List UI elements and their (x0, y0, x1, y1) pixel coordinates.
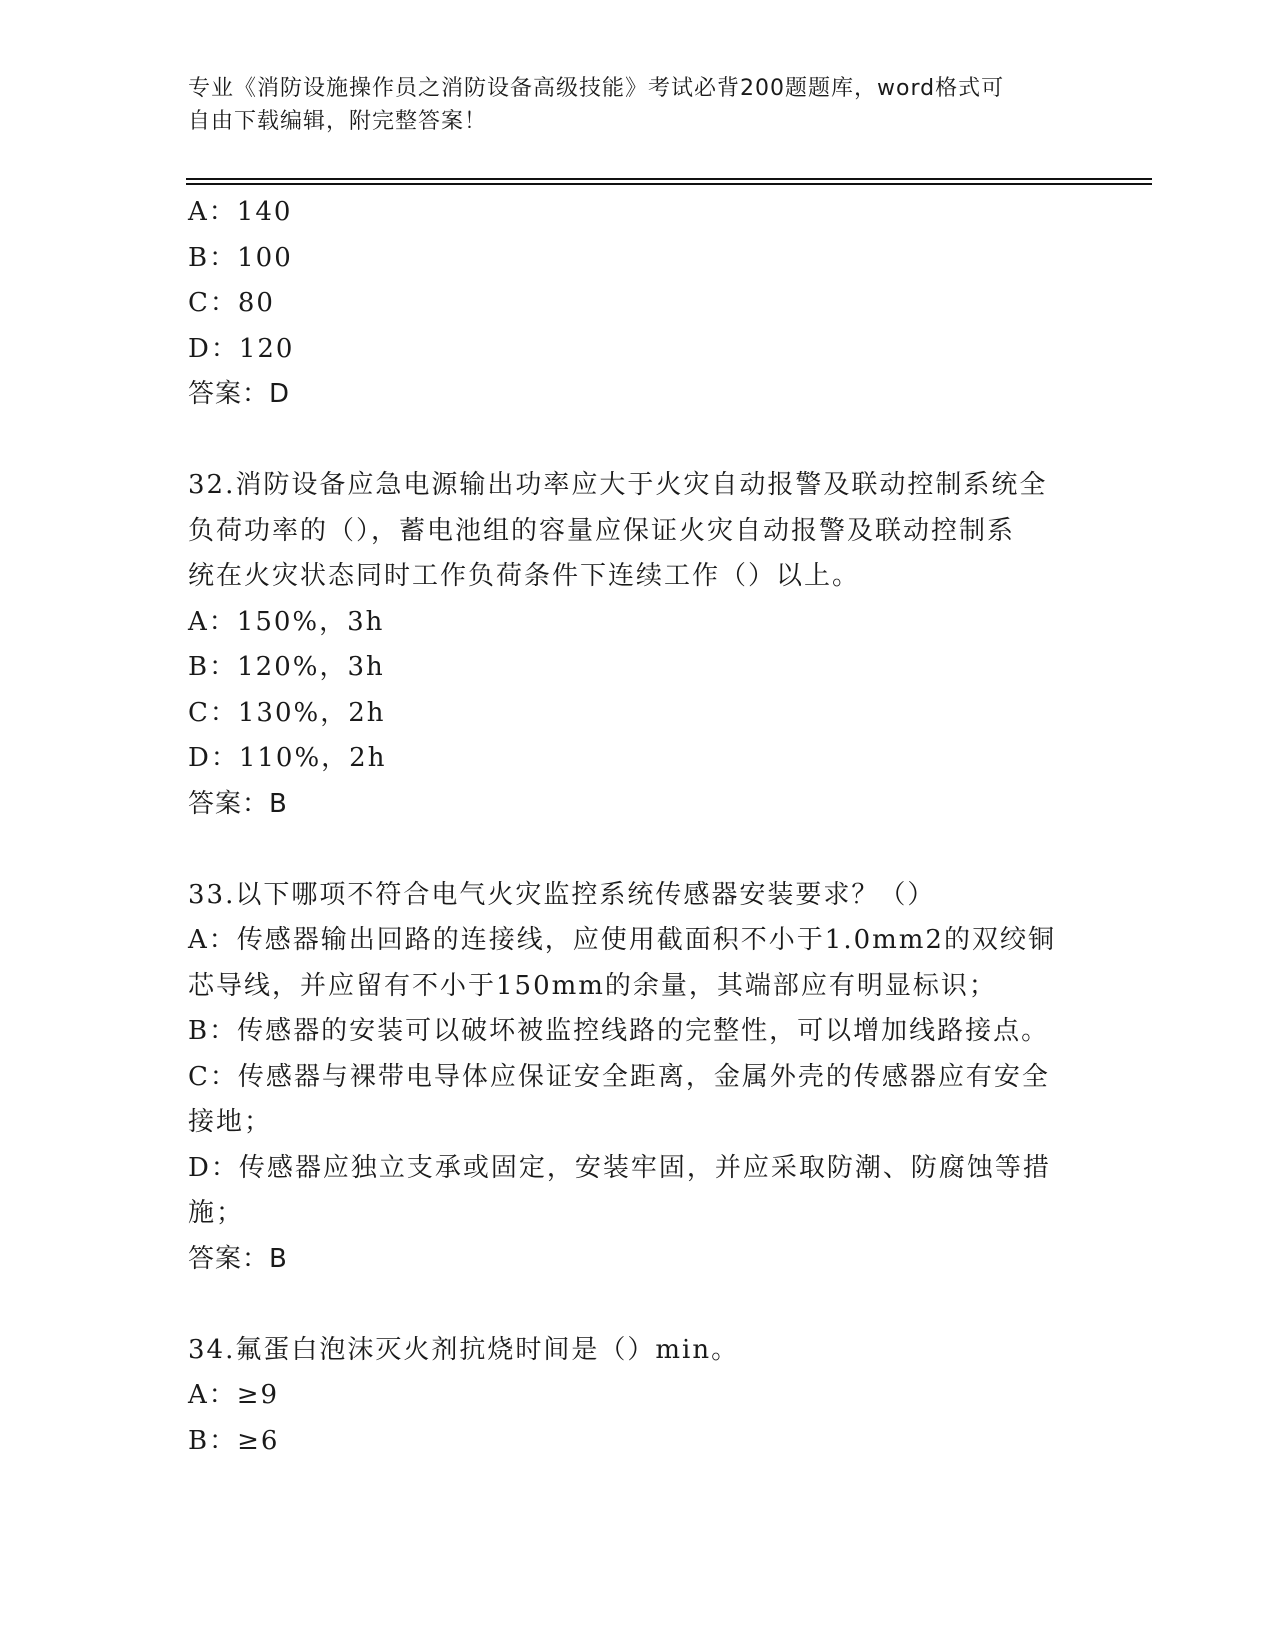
option-d-line-1: D：传感器应独立支承或固定，安装牢固，并应采取防潮、防腐蚀等措 (188, 1152, 1051, 1183)
question-32 (188, 463, 1088, 827)
header-divider-bottom (186, 183, 1152, 185)
option-a: A：150%，3h (188, 606, 385, 637)
option-a-line-1: A：传感器输出回路的连接线，应使用截面积不小于1.0mm2的双绞铜 (188, 925, 1056, 955)
spacer (188, 1282, 1088, 1328)
option-b: B：120%，3h (188, 652, 385, 682)
option-a: A：140 (188, 197, 293, 227)
question-33 (188, 873, 1088, 1283)
option-b: B：≥6 (188, 1425, 280, 1456)
option-b: B：传感器的安装可以破坏被监控线路的完整性，可以增加线路接点。 (188, 1016, 1050, 1046)
spacer (188, 418, 1088, 464)
question-stem: 33.以下哪项不符合电气火灾监控系统传感器安装要求？（） (188, 879, 936, 910)
question-stem-line-2: 负荷功率的（），蓄电池组的容量应保证火灾自动报警及联动控制系 (188, 515, 1016, 546)
answer: 答案：D (188, 379, 291, 409)
option-c: C：80 (188, 288, 275, 318)
header-line-1: 专业《消防设施操作员之消防设备高级技能》考试必背200题题库，word格式可 (188, 76, 1005, 101)
answer: 答案：B (188, 788, 288, 819)
answer: 答案：B (188, 1243, 288, 1274)
question-31 (188, 190, 1088, 418)
option-d-line-2: 施； (188, 1198, 245, 1228)
header-line-2: 自由下载编辑，附完整答案！ (188, 109, 488, 134)
question-stem: 34.氟蛋白泡沫灭火剂抗烧时间是（）min。 (188, 1334, 740, 1365)
question-stem-line-1: 32.消防设备应急电源输出功率应大于火灾自动报警及联动控制系统全 (188, 470, 1048, 500)
option-d: D：120 (188, 333, 295, 364)
option-a: A：≥9 (188, 1380, 280, 1410)
question-stem-line-3: 统在火灾状态同时工作负荷条件下连续工作（）以上。 (188, 561, 861, 591)
option-a-line-2: 芯导线，并应留有不小于150mm的余量，其端部应有明显标识； (188, 970, 997, 1001)
page-header (188, 72, 1068, 138)
spacer (188, 827, 1088, 873)
question-34 (188, 1328, 1088, 1465)
option-b: B：100 (188, 242, 293, 273)
option-d: D：110%，2h (188, 743, 387, 773)
option-c: C：130%，2h (188, 697, 386, 728)
question-content (188, 190, 1088, 1464)
header-divider-top (186, 178, 1152, 180)
option-c-line-2: 接地； (188, 1107, 273, 1137)
option-c-line-1: C：传感器与裸带电导体应保证安全距离，金属外壳的传感器应有安全 (188, 1061, 1050, 1092)
